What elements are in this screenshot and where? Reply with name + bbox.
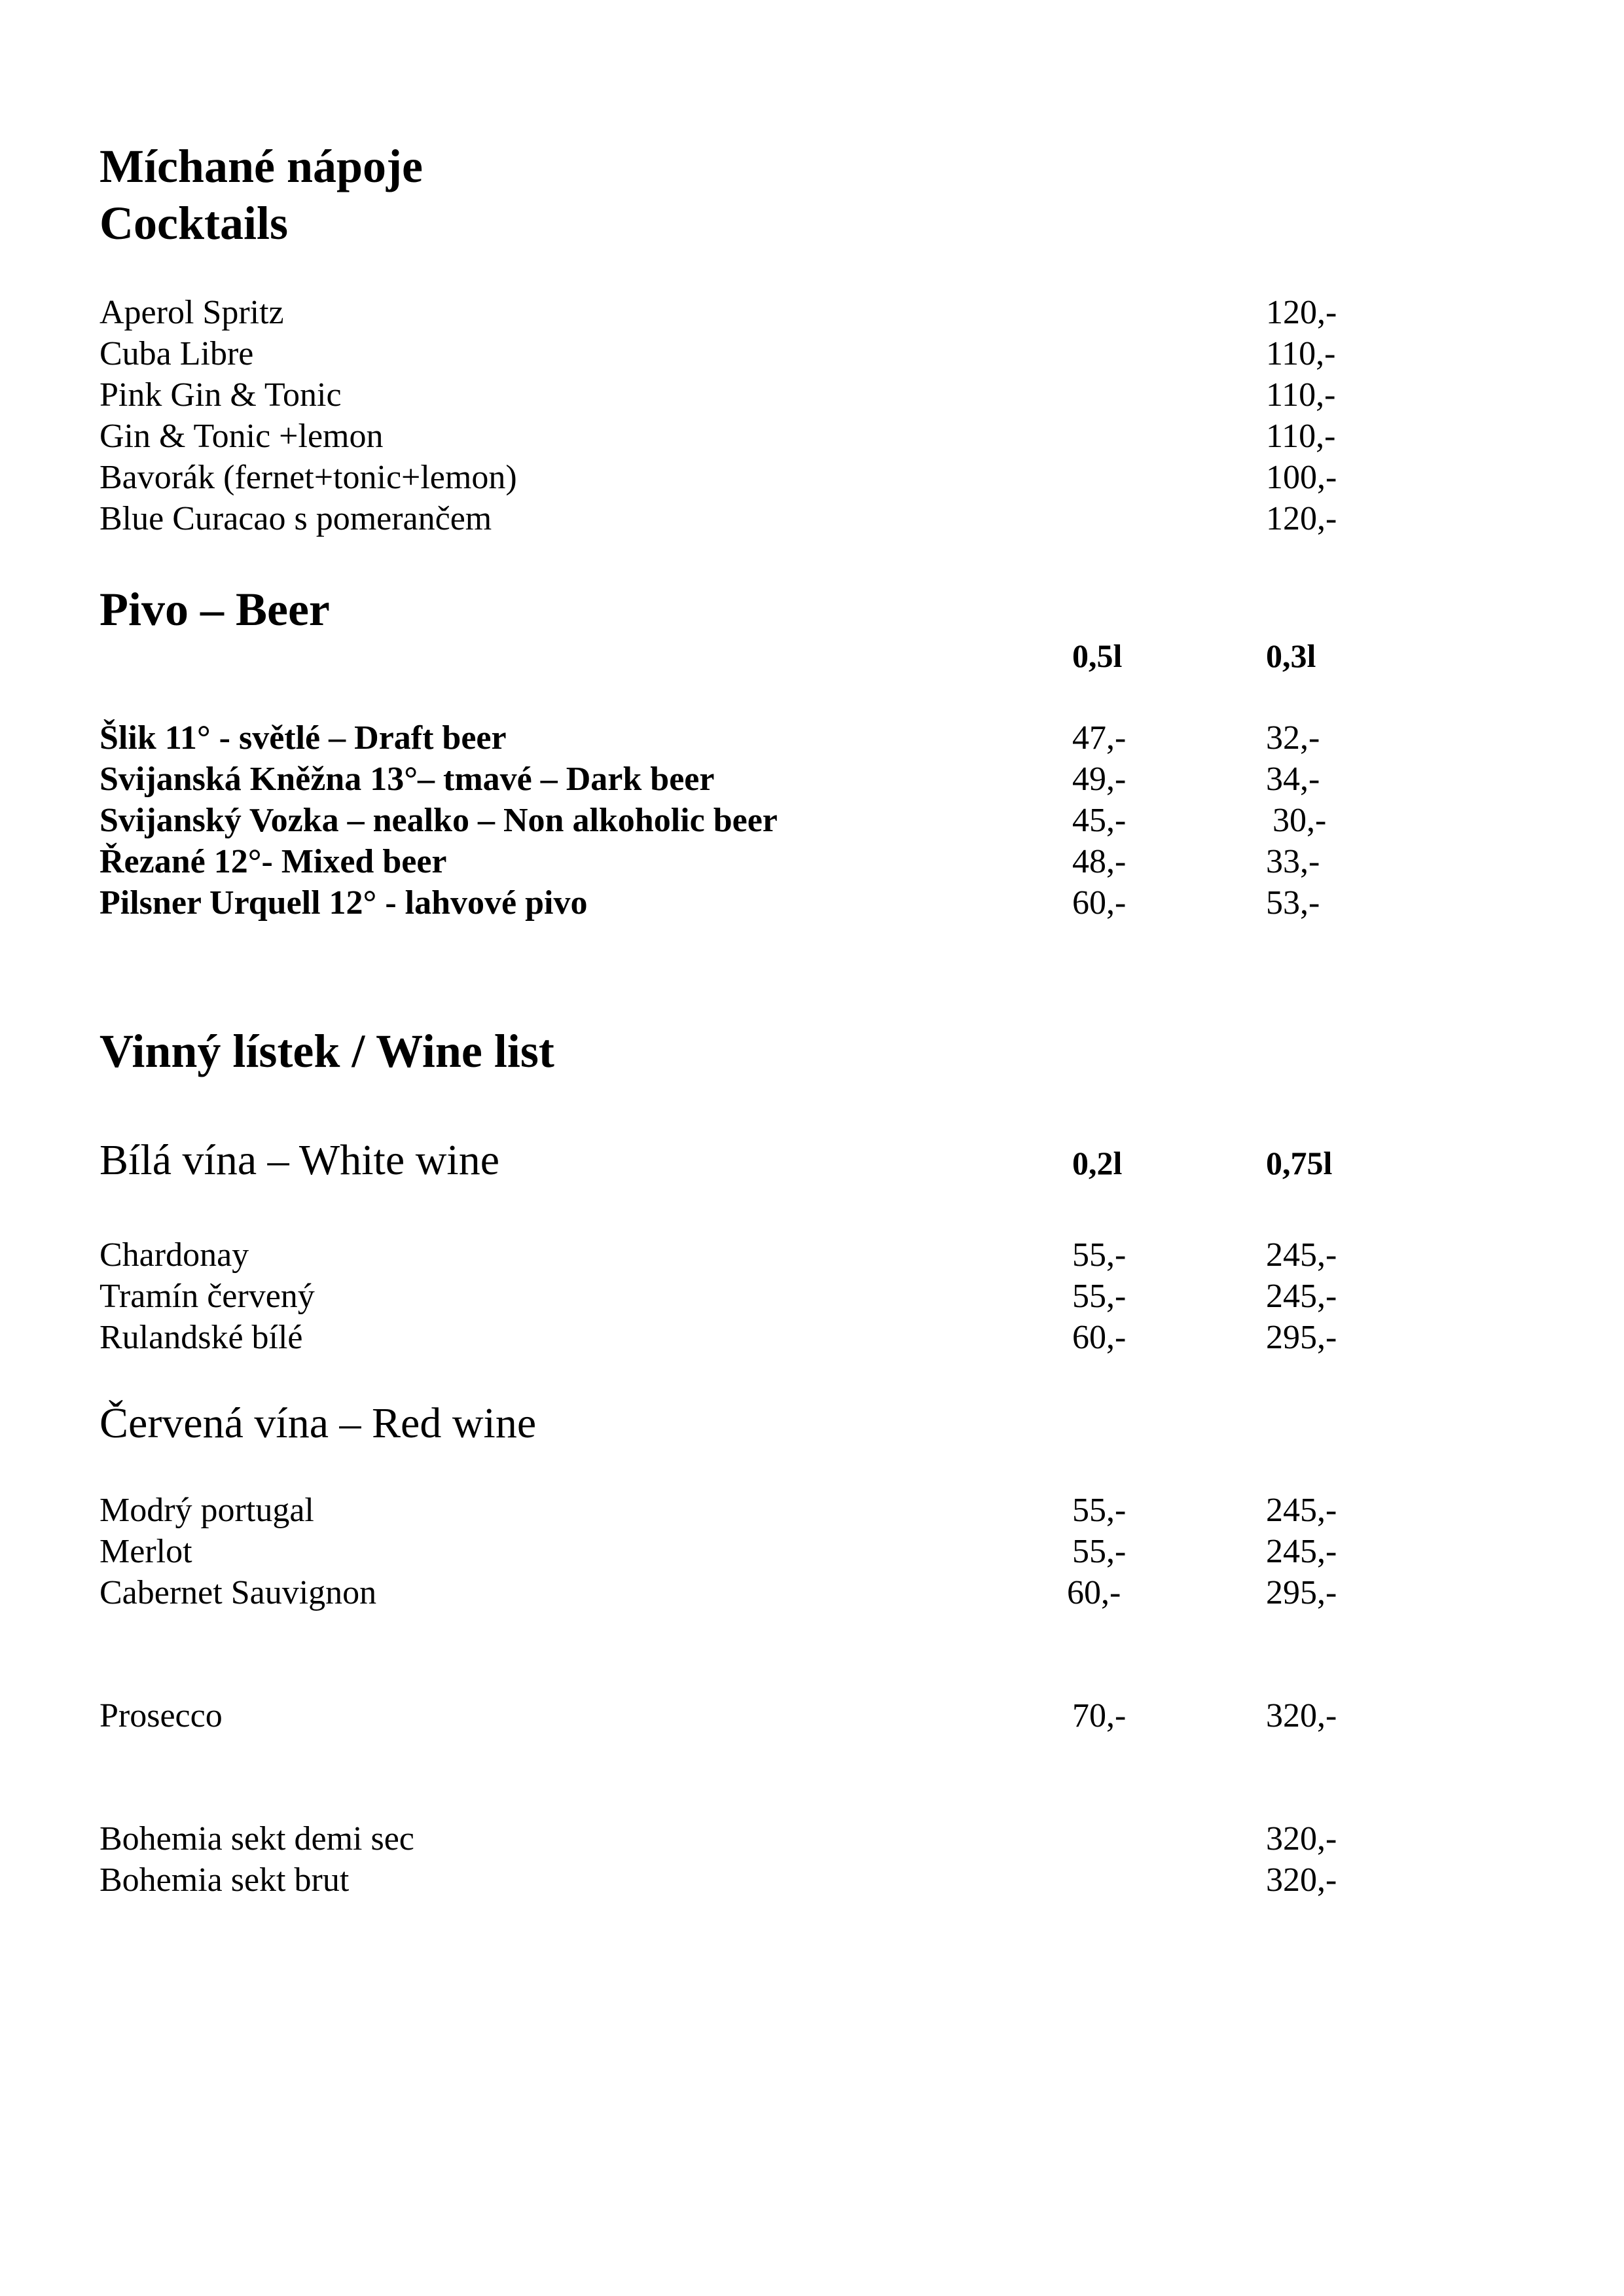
beer-title: Pivo – Beer xyxy=(99,583,330,636)
white-wine-price-1: 60,- xyxy=(1072,1319,1127,1356)
beer-price-1: 48,- xyxy=(1072,843,1127,880)
cocktail-price: 120,- xyxy=(1266,500,1337,537)
white-wine-name: Tramín červený xyxy=(99,1278,315,1315)
cocktail-name: Pink Gin & Tonic xyxy=(99,376,342,414)
white-wine-price-2: 245,- xyxy=(1266,1278,1337,1315)
cocktail-price: 110,- xyxy=(1266,335,1336,372)
white-wine-price-1: 55,- xyxy=(1072,1278,1127,1315)
cocktail-name: Cuba Libre xyxy=(99,335,254,372)
beer-price-2: 53,- xyxy=(1266,884,1320,922)
red-wine-price-1: 55,- xyxy=(1072,1492,1127,1529)
cocktail-name: Aperol Spritz xyxy=(99,294,284,331)
beer-price-1: 45,- xyxy=(1072,802,1127,839)
red-wine-title: Červená vína – Red wine xyxy=(99,1399,537,1447)
red-wine-name: Modrý portugal xyxy=(99,1492,314,1529)
beer-name: Svijanský Vozka – nealko – Non alkoholic beer xyxy=(99,802,778,839)
beer-name: Šlik 11° - světlé – Draft beer xyxy=(99,719,507,757)
white-wine-name: Chardonay xyxy=(99,1236,249,1274)
sparkling-name: Bohemia sekt demi sec xyxy=(99,1820,414,1857)
cocktail-price: 110,- xyxy=(1266,376,1336,414)
beer-name: Svijanská Kněžna 13°– tmavé – Dark beer xyxy=(99,761,715,798)
beer-col-head-1: 0,5l xyxy=(1072,637,1123,674)
sparkling-price: 320,- xyxy=(1266,1820,1337,1857)
cocktails-title-cz: Míchané nápoje xyxy=(99,140,423,192)
red-wine-name: Merlot xyxy=(99,1533,192,1570)
red-wine-name: Cabernet Sauvignon xyxy=(99,1574,377,1611)
beer-name: Pilsner Urquell 12° - lahvové pivo xyxy=(99,884,588,922)
white-wine-name: Rulandské bílé xyxy=(99,1319,303,1356)
beer-name: Řezané 12°- Mixed beer xyxy=(99,843,447,880)
cocktails-title-en: Cocktails xyxy=(99,197,288,249)
prosecco-price-2: 320,- xyxy=(1266,1697,1337,1734)
red-wine-price-2: 245,- xyxy=(1266,1492,1337,1529)
beer-price-2: 33,- xyxy=(1266,843,1320,880)
white-wine-price-2: 245,- xyxy=(1266,1236,1337,1274)
beer-price-1: 47,- xyxy=(1072,719,1127,757)
cocktail-price: 100,- xyxy=(1266,459,1337,496)
white-wine-price-1: 55,- xyxy=(1072,1236,1127,1274)
beer-price-2: 32,- xyxy=(1266,719,1320,757)
sparkling-name: Bohemia sekt brut xyxy=(99,1861,350,1899)
beer-price-2: 30,- xyxy=(1272,802,1327,839)
wine-col-head-2: 0,75l xyxy=(1266,1145,1333,1181)
cocktail-name: Bavorák (fernet+tonic+lemon) xyxy=(99,459,517,496)
beer-price-1: 60,- xyxy=(1072,884,1127,922)
sparkling-price: 320,- xyxy=(1266,1861,1337,1899)
white-wine-price-2: 295,- xyxy=(1266,1319,1337,1356)
beer-price-1: 49,- xyxy=(1072,761,1127,798)
cocktail-price: 110,- xyxy=(1266,418,1336,455)
red-wine-price-1: 60,- xyxy=(1067,1574,1121,1611)
cocktail-price: 120,- xyxy=(1266,294,1337,331)
red-wine-price-1: 55,- xyxy=(1072,1533,1127,1570)
beer-price-2: 34,- xyxy=(1266,761,1320,798)
white-wine-title: Bílá vína – White wine xyxy=(99,1136,499,1184)
prosecco-name: Prosecco xyxy=(99,1697,223,1734)
cocktail-name: Gin & Tonic +lemon xyxy=(99,418,384,455)
wine-list-title: Vinný lístek / Wine list xyxy=(99,1025,554,1077)
red-wine-price-2: 245,- xyxy=(1266,1533,1337,1570)
red-wine-price-2: 295,- xyxy=(1266,1574,1337,1611)
prosecco-price-1: 70,- xyxy=(1072,1697,1127,1734)
cocktail-name: Blue Curacao s pomerančem xyxy=(99,500,492,537)
wine-col-head-1: 0,2l xyxy=(1072,1145,1123,1181)
beer-col-head-2: 0,3l xyxy=(1266,637,1316,674)
